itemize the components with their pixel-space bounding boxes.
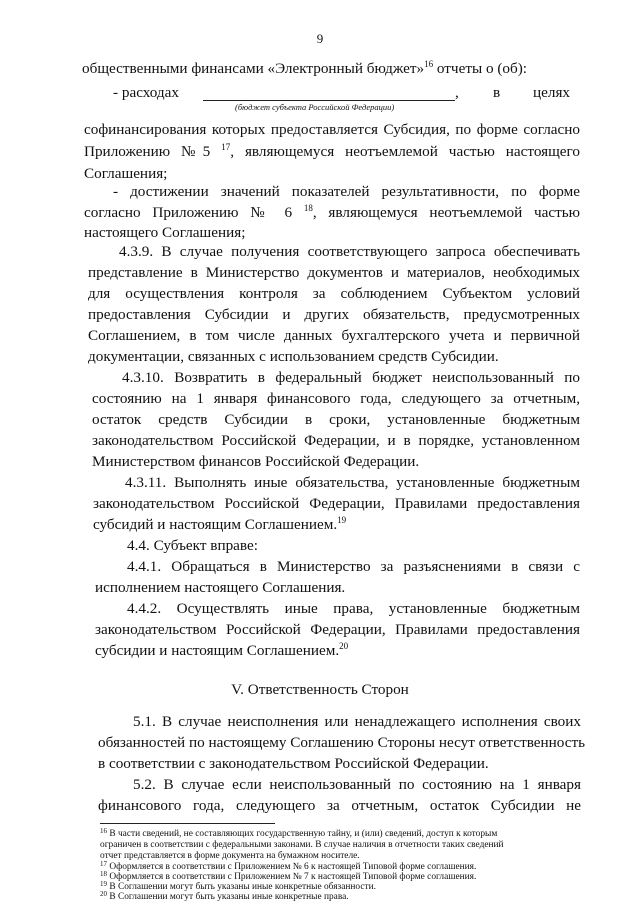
text-line: законодательством Российской Федерации, Правилами предоставления [95,621,580,638]
text-line: законодательством Российской Федерации, Правилами предоставления [93,495,580,512]
text-line: состоянию на 1 января финансового года, следующего за отчетным, [92,390,580,407]
paragraph-4-3-11: 4.3.11. Выполнять иные обязательства, установленные бюджетным [125,474,580,491]
footnote-separator [100,823,275,824]
text-line: предоставления Субсидии и других обязательств, предусмотренных [88,306,580,323]
text-line: финансового года, следующего за отчетным, остаток Субсидии не [98,797,581,814]
text-line: общественными финансами «Электронный бюджет»$^{16}$ отчеты о (об): [82,59,528,77]
text-line: Соглашением, в том числе данных бухгалтерского учета и первичной [88,327,580,344]
page-number: 9 [316,31,324,46]
section-heading: V. Ответственность Сторон [231,681,409,698]
text-line: представление в Министерство документов и материалов, необходимых [88,264,580,281]
text-line: субсидии и настоящим Соглашением.$^{20}$ [95,641,349,659]
text-line: в соответствии с законодательством Российской Федерации. [98,755,489,772]
footnote-19: $^{19}$ В Соглашении могут быть указаны иные конкретные обязанности. [100,880,376,892]
paragraph-4-3-10: 4.3.10. Возвратить в федеральный бюджет неиспользованный по [122,369,580,386]
text-line: документации, связанных с использованием средств Субсидии. [88,348,499,365]
text-line: софинансирования которых предоставляется Субсидия, по форме согласно [84,121,580,138]
text-line-expenses: - расходах [113,84,179,101]
text-line: Приложению №5 $^{17}$, являющемуся неотъемлемой частью настоящего [84,142,580,160]
footnote-16-cont: ограничен в соответствии с федеральными законами. В случае наличия в отчетности таких сведений [100,840,504,850]
text-line: обязанностей по настоящему Соглашению Стороны несут ответственность [98,734,586,751]
paragraph-5-2: 5.2. В случае если неиспользованный по состоянию на 1 января [133,776,581,793]
footnote-20: $^{20}$ В Соглашении могут быть указаны иные конкретные права. [100,890,349,902]
text-line: исполнением настоящего Соглашения. [95,579,346,596]
text-comma: , [455,84,459,101]
paragraph-4-3-9: 4.3.9. В случае получения соответствующего запроса обеспечивать [119,243,580,260]
text-line: настоящего Соглашения; [84,224,246,241]
paragraph-5-1: 5.1. В случае неисполнения или ненадлежащего исполнения своих [133,713,581,730]
blank-field-caption: (бюджет субъекта Российской Федерации) [235,102,395,112]
text-line: законодательством Российской Федерации, и в порядке, установленном [92,432,580,449]
text-line: - достижении значений показателей результативности, по форме [113,183,580,200]
text-line: согласно Приложению № 6 $^{18}$, являющемуся неотъемлемой частью [84,203,580,221]
blank-field-line [203,100,455,101]
footnote-16-cont: отчет представляется в форме документа на бумажном носителе. [100,851,360,861]
footnote-18: $^{18}$ Оформляется в соответствии с Приложением № 7 к настоящей Типовой форме соглашения. [100,870,477,882]
text-line: Соглашения; [84,165,168,182]
text-line: остаток средств Субсидии в сроки, установленные бюджетным [92,411,580,428]
text-line: для осуществления контроля за соблюдением Субъектом условий [88,285,580,302]
paragraph-4-4: 4.4. Субъект вправе: [127,537,258,554]
footnote-17: $^{17}$ Оформляется в соответствии с Приложением № 6 к настоящей Типовой форме соглашения. [100,860,477,872]
text-word: целях [533,84,571,101]
text-line: субсидий и настоящим Соглашением.$^{19}$ [93,515,347,533]
footnote-16: $^{16}$ В части сведений, не составляющих государственную тайну, и (или) сведений, доступ к которым [100,827,498,839]
paragraph-4-4-2: 4.4.2. Осуществлять иные права, установленные бюджетным [127,600,580,617]
paragraph-4-4-1: 4.4.1. Обращаться в Министерство за разъяснениями в связи с [127,558,580,575]
text-word: в [493,84,501,101]
text-line: Министерством финансов Российской Федерации. [92,453,420,470]
